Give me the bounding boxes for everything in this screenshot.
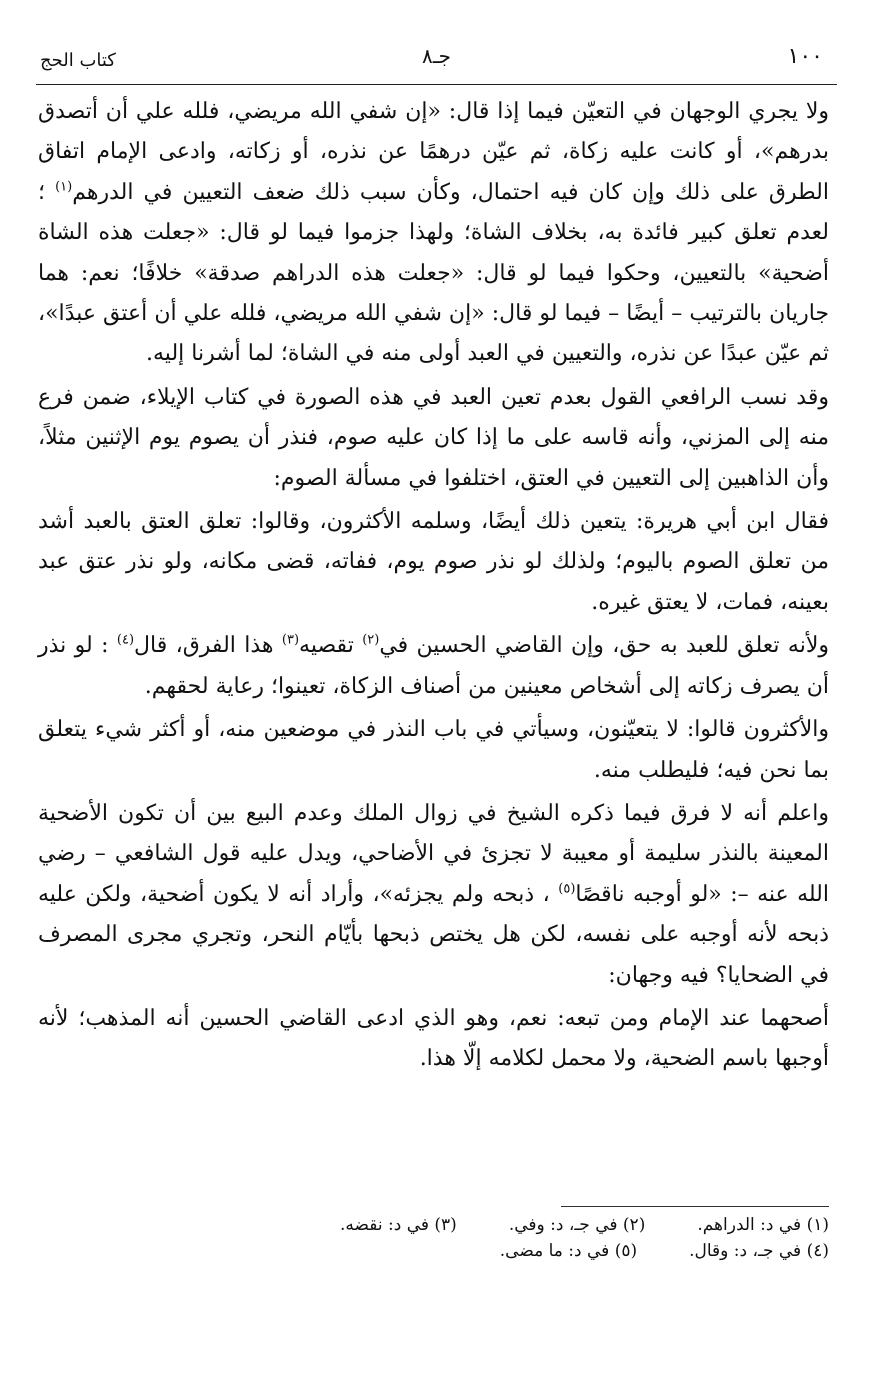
paragraph-text: والأكثرون قالوا: لا يتعيّنون، وسيأتي في باب النذر في موضعين منه، أو أكثر شيء يتعلق بما نحن فيه؛ فليطلب منه. (38, 717, 829, 783)
footnote: (٢) في جـ، د: وفي. (508, 1215, 646, 1235)
footnote-row (120, 1212, 829, 1238)
paragraph-text: ولا يجري الوجهان في التعيّن فيما إذا قال: «إن شفي الله مريضي، فلله علي أن أتصدق بدرهم»، أو كانت عليه زكاة، ثم عيّن درهمًا عن نذره، أو زكاته، وادعى الإمام اتفاق الطرق على ذلك وإن كان فيه احتمال، وكأن سبب ذلك ضعف التعيين في الدرهم (38, 99, 829, 205)
main-text (38, 92, 829, 1080)
footnote-row (120, 1238, 829, 1264)
footnote: (٤) في جـ، د: وقال. (689, 1241, 829, 1261)
footnotes (120, 1212, 829, 1264)
volume-label: جـ٨ (422, 44, 451, 68)
paragraph (38, 502, 829, 623)
paragraph-text: فقال ابن أبي هريرة: يتعين ذلك أيضًا، وسلمه الأكثرون، وقالوا: تعلق العتق بالعبد أشد من تعلق الصوم باليوم؛ ولذلك لو نذر صوم يوم، ففاته، قضى مكانه، ولو نذر عتق عبد بعينه، فمات، لا يعتق غيره. (38, 509, 829, 615)
paragraph-text: : لو نذر أن يصرف زكاته إلى أشخاص معينين من أصناف الزكاة، تعينوا؛ رعاية لحقهم. (38, 633, 829, 699)
footnote-ref: (١) (55, 179, 73, 195)
running-header (36, 38, 837, 82)
footnote-ref: (٣) (281, 632, 300, 648)
paragraph-text: ؛ لعدم تعلق كبير فائدة به، بخلاف الشاة؛ ولهذا جزموا فيما لو قال: «جعلت هذه الشاة أضحية» بالتعيين، وحكوا فيما لو قال: «جعلت هذه الدراهم صدقة» خلافًا؛ نعم: هما جاريان بالترتيب – أيضًا – فيما لو قال: «إن شفي الله مريضي، فلله علي أن أعتق عبدًا»، ثم عيّن عبدًا عن نذره، والتعيين في العبد أولى منه في الشاة؛ لما أشرنا إليه. (38, 179, 829, 367)
book-title: كتاب الحج (40, 50, 116, 71)
paragraph-text: تقصيه (299, 633, 363, 659)
footnote: (٣) في د: نقضه. (340, 1215, 457, 1235)
footnote-ref: (٥) (558, 881, 576, 897)
paragraph-text: ، ذبحه ولم يجزئه»، وأراد أنه لا يكون أضحية، ولكن عليه ذبحه لأنه أوجبه على نفسه، لكن هل يختص ذبحها بأيّام النحر، وتجري مجرى المصرف في الضحايا؟ فيه وجهان: (38, 881, 829, 988)
paragraph (38, 92, 829, 375)
paragraph-text: أصحهما عند الإمام ومن تبعه: نعم، وهو الذي ادعى القاضي الحسين أنه المذهب؛ لأنه أوجبها باسم الضحية، ولا محمل لكلامه إلّا هذا. (38, 1005, 829, 1072)
footnote-ref: (٤) (116, 632, 135, 648)
paragraph-text: ولأنه تعلق للعبد به حق، وإن القاضي الحسين في (379, 633, 829, 659)
page-number: ١٠٠ (787, 44, 823, 69)
header-rule (36, 84, 837, 85)
paragraph (38, 626, 829, 707)
paragraph-text: واعلم أنه لا فرق فيما ذكره الشيخ في زوال الملك وعدم البيع بين أن تكون الأضحية المعينة بالنذر سليمة أو معيبة لا تجزئ في الأضاحي، ويدل عليه قول الشافعي – رضي الله عنه –: «لو أوجبه ناقصًا (38, 800, 829, 907)
paragraph-text: وقد نسب الرافعي القول بعدم تعين العبد في هذه الصورة في كتاب الإيلاء، ضمن فرع منه إلى المزني، وأنه قاسه على ما إذا كان عليه صوم، فنذر أن يصوم يوم الإثنين مثلاً، وأن الذاهبين إلى التعيين في العتق، اختلفوا في مسألة الصوم: (38, 384, 829, 491)
paragraph (38, 378, 829, 499)
footnote-ref: (٢) (362, 632, 380, 648)
paragraph (38, 794, 829, 996)
paragraph-text: هذا الفرق، قال (134, 633, 282, 659)
footnote-rule (561, 1206, 829, 1207)
footnote: (١) في د: الدراهم. (697, 1215, 829, 1235)
paragraph (38, 710, 829, 791)
footnote: (٥) في د: ما مضى. (499, 1241, 638, 1261)
paragraph (38, 999, 829, 1080)
